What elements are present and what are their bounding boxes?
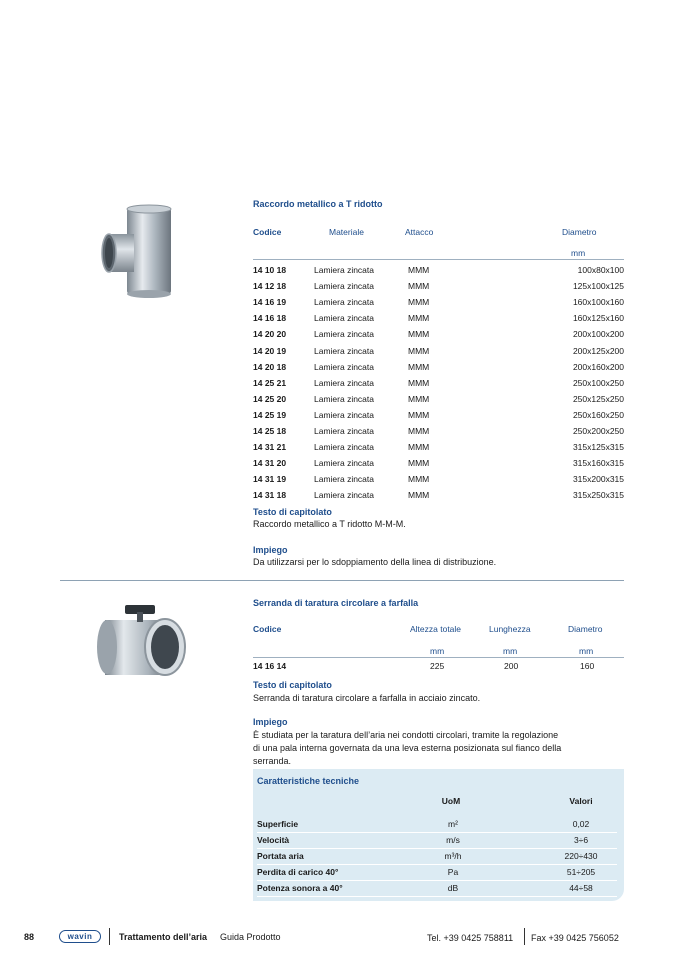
product1-title: Raccordo metallico a T ridotto [253,199,383,209]
attacco-cell: MMM [408,265,430,275]
tech-row [257,832,617,849]
attacco-cell: MMM [408,377,430,388]
tech-row [257,848,617,865]
code-cell: 14 31 18 [253,490,287,501]
diametro-cell: 200x125x200 [572,345,624,356]
diametro-cell: 250x100x250 [572,377,624,388]
col-materiale: Materiale [329,227,364,237]
table-row [253,359,624,375]
table-row [253,439,624,455]
attacco-cell: MMM [408,361,430,372]
tech-label: Portata aria [257,851,304,861]
diametro-cell: 160x100x160 [572,297,624,308]
material-cell: Lamiera zincata [314,458,375,469]
tech-uom: m² [448,819,458,829]
table-row [253,407,624,423]
tech-value: 0,02 [572,819,590,829]
diametro-cell: 200x100x200 [572,329,624,340]
tech-uom: m/s [446,835,460,845]
table-row [253,471,624,487]
diametro-cell: 250x125x250 [572,393,624,404]
table-row [253,310,624,326]
tech-value: 220÷430 [564,851,598,861]
attacco-cell: MMM [408,313,430,324]
code-cell: 14 25 18 [253,426,287,436]
unit2-lunghezza: mm [503,646,518,656]
material-cell: Lamiera zincata [314,329,375,340]
diametro-cell: 315x200x315 [572,474,624,485]
impiego-text: Da utilizzarsi per lo sdoppiamento della linea di distribuzione. [253,557,497,567]
table-row [253,262,624,278]
material-cell: Lamiera zincata [314,377,375,388]
col-attacco: Attacco [405,227,434,237]
table2-rule [253,657,624,658]
footer-divider-2 [524,928,525,945]
tech-label: Velocità [257,835,290,845]
col-diametro: Diametro [562,227,597,237]
impiego-heading: Impiego [253,545,288,555]
footer-divider [109,928,110,945]
tech-label: Potenza sonora a 40° [257,883,343,893]
diametro-cell: 315x160x315 [572,458,624,469]
table-row [253,455,624,471]
wavin-logo: wavin [59,930,101,943]
code-cell: 14 31 19 [253,474,287,485]
material-cell: Lamiera zincata [314,442,375,453]
diametro-cell: 125x100x125 [572,281,624,292]
tech-uom: m³/h [444,851,462,861]
material-cell: Lamiera zincata [314,393,375,404]
tech-value: 3÷6 [573,835,589,845]
footer-tel: Tel. +39 0425 758811 [427,933,514,943]
col-codice: Codice [253,227,282,237]
impiego2-line-3: serranda. [253,756,292,766]
code-cell: 14 12 18 [253,281,287,292]
table-row [253,278,624,294]
diametro-cell: 250x160x250 [572,409,624,420]
tech-row [257,880,617,897]
tech-label: Perdita di carico 40° [257,867,339,877]
p2-altezza: 225 [430,661,445,671]
code-cell: 14 25 21 [253,377,287,388]
code-cell: 14 25 20 [253,393,287,404]
material-cell: Lamiera zincata [314,313,375,324]
attacco-cell: MMM [408,345,430,356]
code-cell: 14 31 21 [253,442,287,453]
diametro-cell: 100x80x100 [577,265,624,275]
code-cell: 14 16 18 [253,313,287,324]
table-rule [253,259,624,260]
unit2-altezza: mm [430,646,445,656]
p2-code: 14 16 14 [253,661,287,671]
diametro-cell: 250x200x250 [572,426,624,436]
attacco-cell: MMM [408,474,430,485]
material-cell: Lamiera zincata [314,474,375,485]
tech-title: Caratteristiche tecniche [257,776,360,786]
code-cell: 14 20 19 [253,345,287,356]
attacco-cell: MMM [408,442,430,453]
footer-section: Trattamento dell’aria [119,932,208,942]
material-cell: Lamiera zincata [314,426,375,436]
unit2-diametro: mm [579,646,594,656]
tech-row [257,864,617,881]
tech-row [257,816,617,833]
table-row [253,391,624,407]
attacco-cell: MMM [408,409,430,420]
attacco-cell: MMM [408,281,430,292]
capitolato2-text: Serranda di taratura circolare a farfalla in acciaio zincato. [253,693,481,703]
attacco-cell: MMM [408,426,430,436]
p2-diametro: 160 [580,661,595,671]
code-cell: 14 20 18 [253,361,287,372]
col2-lunghezza: Lunghezza [489,624,531,634]
impiego2-line-1: È studiata per la taratura dell’aria nei condotti circolari, tramite la regolazione [253,730,559,740]
table-row [253,326,624,342]
diametro-cell: 160x125x160 [572,313,624,324]
product2-title: Serranda di taratura circolare a farfalla [253,598,419,608]
capitolato2-heading: Testo di capitolato [253,680,332,690]
diametro-cell: 200x160x200 [572,361,624,372]
code-cell: 14 10 18 [253,265,287,275]
damper-image [95,602,190,682]
tech-uom: dB [447,883,459,893]
material-cell: Lamiera zincata [314,361,375,372]
unit-mm: mm [571,248,586,258]
impiego2-heading: Impiego [253,717,288,727]
page-number: 88 [24,932,35,942]
material-cell: Lamiera zincata [314,490,375,501]
capitolato-text: Raccordo metallico a T ridotto M-M-M. [253,519,406,529]
attacco-cell: MMM [408,490,430,501]
code-cell: 14 16 19 [253,297,287,308]
attacco-cell: MMM [408,329,430,340]
footer-fax: Fax +39 0425 756052 [531,933,619,943]
capitolato-heading: Testo di capitolato [253,507,332,517]
material-cell: Lamiera zincata [314,265,375,275]
table-row [253,343,624,359]
material-cell: Lamiera zincata [314,345,375,356]
impiego2-line-2: di una pala interna governata da una leva esterna posizionata sul fianco della [253,743,562,753]
material-cell: Lamiera zincata [314,281,375,292]
code-cell: 14 31 20 [253,458,287,469]
material-cell: Lamiera zincata [314,409,375,420]
p2-lunghezza: 200 [504,661,519,671]
table-row [253,294,624,310]
tech-col-uom: UoM [441,796,461,806]
table-row [253,423,624,439]
tech-value: 44÷58 [569,883,593,893]
footer-guide: Guida Prodotto [220,932,281,942]
col2-altezza: Altezza totale [410,624,462,634]
code-cell: 14 25 19 [253,409,287,420]
diametro-cell: 315x250x315 [572,490,624,501]
tech-col-valori: Valori [569,796,593,806]
material-cell: Lamiera zincata [314,297,375,308]
tech-value: 51÷205 [566,867,596,877]
section-divider [60,580,624,581]
attacco-cell: MMM [408,297,430,308]
attacco-cell: MMM [408,393,430,404]
table-row [253,375,624,391]
tech-label: Superficie [257,819,299,829]
tech-uom: Pa [447,867,459,877]
t-fitting-image [100,204,178,300]
col2-codice: Codice [253,624,282,634]
tech-box [253,769,624,901]
attacco-cell: MMM [408,458,430,469]
code-cell: 14 20 20 [253,329,287,340]
table-row [253,487,624,503]
col2-diametro: Diametro [568,624,603,634]
diametro-cell: 315x125x315 [572,442,624,453]
